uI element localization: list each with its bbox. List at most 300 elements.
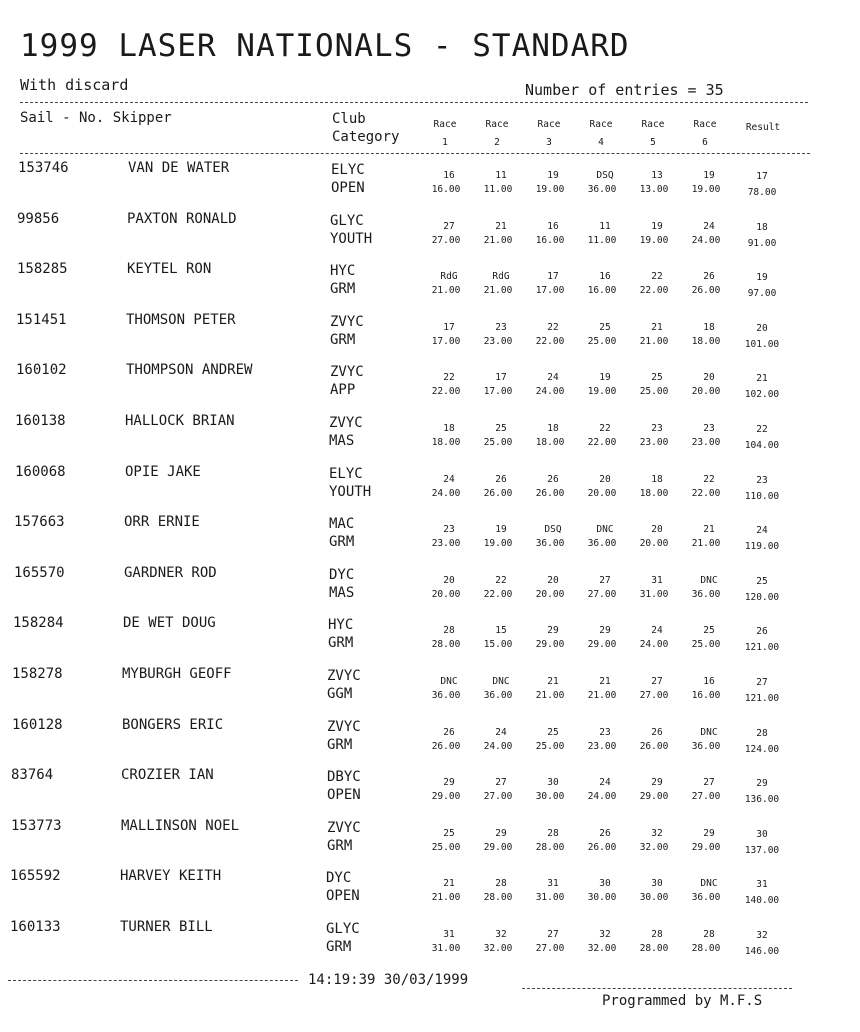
table-row [0,767,860,817]
race-points: 29.00 [639,791,669,803]
race-place: 31 [651,574,663,586]
race-points: 17.00 [535,285,565,297]
total-points: 102.00 [744,389,780,401]
race-points: 28.00 [535,841,565,853]
race-points: 24.00 [431,487,461,499]
result-place: 32 [756,930,768,941]
race-points: 36.00 [587,184,617,195]
footer-divider-left [8,980,298,981]
race-points: 29.00 [587,639,617,651]
result-place: 30 [756,828,768,840]
result-place: 25 [756,575,768,587]
race-points: 11.00 [587,234,617,246]
race-place: 20 [443,574,455,586]
footer-divider-right [522,988,792,989]
sail-number: 160138 [15,413,66,429]
race-points: 22.00 [691,487,721,499]
race-place: 23 [599,726,611,738]
skipper-name: DE WET DOUG [123,615,216,632]
subtitle: With discard [20,76,129,94]
race-place: 30 [547,777,559,789]
race-points: 28.00 [639,943,669,954]
entries-count: Number of entries = 35 [525,81,724,99]
table-row [0,615,860,665]
table-row [0,717,860,767]
table-row [0,413,860,463]
race-place: 17 [443,321,455,333]
race-place: 26 [599,827,611,839]
race-place: 22 [547,321,559,333]
race-points: 24.00 [691,234,721,246]
race-place: DNC [700,878,718,890]
race-points: 36.00 [691,740,721,752]
race-place: DSQ [596,170,614,181]
race-place: 29 [599,625,611,637]
race-points: 20.00 [639,538,669,550]
race-place: 26 [495,473,507,485]
race-points: 36.00 [587,538,617,550]
race-place: 21 [703,524,715,536]
race-points: 26.00 [535,487,565,499]
race-place: 24 [599,777,611,789]
race-points: 15.00 [483,639,513,651]
total-points: 120.00 [744,591,780,603]
sail-number: 165592 [10,868,61,885]
sail-number: 153746 [18,160,69,176]
table-row [0,514,860,564]
total-points: 121.00 [744,642,780,654]
club: DBYC [327,769,361,786]
race-place: DNC [492,676,510,687]
race-points: 20.00 [431,588,461,600]
club: ZVYC [327,819,361,836]
club: GLYC [330,212,364,229]
race-place: 13 [651,170,663,181]
club: HYC [330,263,356,280]
race-points: 19.00 [691,184,721,195]
club: ZVYC [329,415,363,431]
race-points: 24.00 [483,740,513,752]
total-points: 137.00 [744,844,780,856]
race-points: 18.00 [639,487,669,499]
race-place: 21 [547,676,559,687]
race-points: 16.00 [535,234,565,246]
race-points: 20.00 [587,487,617,499]
race-place: 22 [599,423,611,434]
race-place: 27 [495,777,507,789]
category-header: Category [332,129,400,145]
race-points: 31.00 [639,588,669,600]
race-points: 21.00 [535,690,565,701]
skipper-name: HALLOCK BRIAN [125,413,235,429]
race-place: 21 [651,321,663,333]
skipper-name: VAN DE WATER [128,160,230,176]
race-place: 16 [443,170,455,181]
skipper-name: THOMPSON ANDREW [126,362,253,379]
race-place: 11 [599,220,611,232]
race-place: DNC [596,524,614,536]
race-points: 30.00 [587,892,617,904]
race-place: 23 [651,423,663,434]
category: GGM [327,686,353,702]
race-place: 31 [443,929,455,940]
race-points: 20.00 [691,386,721,398]
race-points: 28.00 [431,639,461,651]
race-place: 17 [547,271,559,283]
race-header-label: Race [641,119,665,130]
race-place: 21 [443,878,455,890]
race-place: 26 [547,473,559,485]
race-place: 20 [703,372,715,384]
race-place: 25 [599,321,611,333]
race-place: 20 [599,473,611,485]
table-row [0,312,860,362]
race-place: 22 [651,271,663,283]
sail-number: 158284 [13,615,64,632]
table-row [0,362,860,412]
race-points: 31.00 [535,892,565,904]
result-header: Result [745,122,781,133]
race-place: 16 [703,676,715,687]
sail-number: 83764 [11,767,54,784]
race-points: 26.00 [639,740,669,752]
race-points: 36.00 [535,538,565,550]
race-points: 29.00 [431,791,461,803]
race-place: 23 [495,321,507,333]
race-place: 19 [547,170,559,181]
race-place: 27 [443,220,455,232]
total-points: 146.00 [744,946,780,957]
category: MAS [329,584,355,601]
race-place: 32 [599,929,611,940]
total-points: 121.00 [744,693,780,704]
race-place: 24 [651,625,663,637]
result-place: 27 [756,677,768,688]
race-header-label: Race [537,119,561,130]
race-points: 25.00 [535,740,565,752]
race-header-number: 6 [702,137,708,148]
race-points: 27.00 [535,943,565,954]
race-place: 24 [547,372,559,384]
race-points: 22.00 [587,437,617,448]
race-points: 29.00 [483,841,513,853]
race-points: 21.00 [691,538,721,550]
category: GRM [326,939,352,955]
race-header-label: Race [485,119,509,130]
category: GRM [330,281,356,298]
sail-number: 99856 [17,210,60,227]
category: GRM [327,736,353,753]
race-points: 17.00 [483,386,513,398]
race-points: 11.00 [483,184,513,195]
result-place: 20 [756,322,768,334]
race-place: 28 [703,929,715,940]
header-divider-top [20,102,808,103]
race-points: 22.00 [535,335,565,347]
race-place: 28 [651,929,663,940]
table-row [0,261,860,311]
race-place: 28 [547,827,559,839]
race-place: DNC [440,676,458,687]
race-place: DNC [700,574,718,586]
race-points: 19.00 [483,538,513,550]
table-row [0,464,860,514]
race-place: 18 [547,423,559,434]
race-points: 36.00 [691,588,721,600]
category: OPEN [327,787,361,804]
race-place: 32 [651,827,663,839]
skipper-name: PAXTON RONALD [127,210,237,227]
race-place: 21 [495,220,507,232]
skipper-name: HARVEY KEITH [120,868,222,885]
category: APP [330,382,356,399]
sail-number: 157663 [14,514,65,531]
race-points: 28.00 [691,943,721,954]
race-place: 25 [547,726,559,738]
race-points: 25.00 [431,841,461,853]
race-points: 24.00 [587,791,617,803]
race-place: RdG [440,271,458,283]
race-place: 29 [547,625,559,637]
sail-number: 158285 [17,261,68,278]
skipper-name: BONGERS ERIC [122,716,224,733]
race-points: 25.00 [483,437,513,448]
race-place: 24 [443,473,455,485]
race-points: 29.00 [691,841,721,853]
race-place: 20 [547,574,559,586]
result-place: 26 [756,626,768,638]
race-points: 29.00 [535,639,565,651]
race-place: 22 [495,574,507,586]
race-points: 23.00 [483,335,513,347]
race-points: 26.00 [431,740,461,752]
race-place: 19 [495,524,507,536]
table-row [0,160,860,210]
category: OPEN [331,180,365,196]
result-place: 23 [756,474,768,486]
skipper-name: GARDNER ROD [124,564,217,581]
page-title: 1999 LASER NATIONALS - STANDARD [20,28,630,64]
result-place: 28 [756,727,768,739]
skipper-name: TURNER BILL [120,919,213,935]
sail-number: 165570 [14,564,65,581]
race-points: 19.00 [535,184,565,195]
race-points: 21.00 [639,335,669,347]
table-row [0,666,860,716]
category: GRM [327,837,353,854]
race-points: 30.00 [639,892,669,904]
race-points: 36.00 [691,892,721,904]
race-place: DNC [700,726,718,738]
total-points: 91.00 [747,237,777,249]
table-row [0,868,860,918]
race-place: 17 [495,372,507,384]
header-divider-bottom [20,153,810,154]
race-points: 22.00 [483,588,513,600]
race-points: 32.00 [639,841,669,853]
race-points: 25.00 [691,639,721,651]
race-points: 19.00 [587,386,617,398]
race-place: 29 [651,777,663,789]
skipper-name: KEYTEL RON [127,261,212,278]
race-points: 21.00 [587,690,617,701]
club: ZVYC [330,313,364,330]
race-place: 27 [547,929,559,940]
race-header-number: 1 [442,137,448,148]
table-row [0,211,860,261]
race-points: 22.00 [639,285,669,297]
skipper-name: MALLINSON NOEL [121,817,240,834]
sail-number: 160133 [10,919,61,935]
race-points: 27.00 [691,791,721,803]
race-points: 26.00 [483,487,513,499]
race-place: 26 [651,726,663,738]
race-place: 16 [547,220,559,232]
race-points: 32.00 [483,943,513,954]
result-place: 18 [756,221,768,233]
result-place: 17 [756,171,768,182]
race-place: 26 [703,271,715,283]
race-place: 25 [495,423,507,434]
race-place: 22 [703,473,715,485]
race-header-number: 4 [598,137,604,148]
club-header: Club [332,111,366,127]
race-points: 24.00 [535,386,565,398]
sail-number: 158278 [12,666,63,682]
total-points: 97.00 [747,288,777,300]
race-points: 21.00 [483,285,513,297]
race-points: 36.00 [483,690,513,701]
club: ZVYC [327,668,361,684]
race-points: 18.00 [431,437,461,448]
race-points: 36.00 [431,690,461,701]
table-row [0,919,860,969]
sail-skipper-header: Sail - No. Skipper [20,110,172,126]
skipper-name: MYBURGH GEOFF [122,666,232,682]
race-points: 18.00 [535,437,565,448]
race-place: 18 [443,423,455,434]
category: GRM [328,635,354,652]
race-points: 13.00 [639,184,669,195]
race-place: 19 [651,220,663,232]
result-place: 22 [756,424,768,435]
race-place: 23 [703,423,715,434]
sail-number: 160068 [15,463,66,480]
race-points: 17.00 [431,335,461,347]
race-header-number: 2 [494,137,500,148]
result-place: 29 [756,778,768,790]
race-place: 18 [651,473,663,485]
race-place: 29 [495,827,507,839]
club: DYC [329,566,355,583]
race-place: DSQ [544,524,562,536]
race-points: 27.00 [431,234,461,246]
skipper-name: CROZIER IAN [121,767,214,784]
race-points: 23.00 [639,437,669,448]
race-place: 25 [651,372,663,384]
sail-number: 153773 [11,817,62,834]
race-place: 29 [703,827,715,839]
race-place: RdG [492,271,510,283]
table-row [0,565,860,615]
total-points: 110.00 [744,490,780,502]
sail-number: 160102 [16,362,67,379]
race-points: 21.00 [483,234,513,246]
race-points: 25.00 [639,386,669,398]
print-timestamp: 14:19:39 30/03/1999 [308,972,469,988]
race-place: 24 [703,220,715,232]
category: GRM [330,331,356,348]
race-place: 25 [443,827,455,839]
club: ZVYC [327,718,361,735]
race-place: 11 [495,170,507,181]
race-points: 21.00 [431,892,461,904]
race-points: 26.00 [587,841,617,853]
race-points: 23.00 [431,538,461,550]
race-place: 24 [495,726,507,738]
result-place: 31 [756,879,768,891]
race-points: 16.00 [691,690,721,701]
race-place: 19 [703,170,715,181]
race-points: 16.00 [431,184,461,195]
result-place: 21 [756,373,768,385]
sail-number: 151451 [16,311,67,328]
race-header-label: Race [693,119,717,130]
race-place: 27 [651,676,663,687]
total-points: 119.00 [744,541,780,553]
category: GRM [329,534,355,551]
category: OPEN [326,888,360,905]
race-points: 27.00 [483,791,513,803]
race-place: 16 [599,271,611,283]
total-points: 101.00 [744,338,780,350]
result-place: 24 [756,525,768,537]
total-points: 104.00 [744,440,780,451]
race-points: 27.00 [639,690,669,701]
race-points: 26.00 [691,285,721,297]
race-place: 18 [703,321,715,333]
race-points: 28.00 [483,892,513,904]
race-points: 23.00 [691,437,721,448]
result-place: 19 [756,272,768,284]
race-points: 21.00 [431,285,461,297]
race-place: 19 [599,372,611,384]
race-place: 20 [651,524,663,536]
skipper-name: THOMSON PETER [126,311,236,328]
club: GLYC [326,921,360,937]
total-points: 136.00 [744,794,780,806]
race-points: 20.00 [535,588,565,600]
sail-number: 160128 [12,716,63,733]
total-points: 78.00 [747,187,777,198]
category: YOUTH [329,483,372,500]
race-points: 27.00 [587,588,617,600]
club: HYC [328,617,354,634]
total-points: 124.00 [744,743,780,755]
skipper-name: OPIE JAKE [125,463,201,480]
race-place: 15 [495,625,507,637]
race-header-label: Race [433,119,457,130]
race-header-label: Race [589,119,613,130]
race-place: 23 [443,524,455,536]
club: DYC [326,870,352,887]
total-points: 140.00 [744,895,780,907]
race-place: 30 [651,878,663,890]
race-place: 28 [495,878,507,890]
club: ELYC [331,162,365,178]
race-place: 32 [495,929,507,940]
race-place: 21 [599,676,611,687]
